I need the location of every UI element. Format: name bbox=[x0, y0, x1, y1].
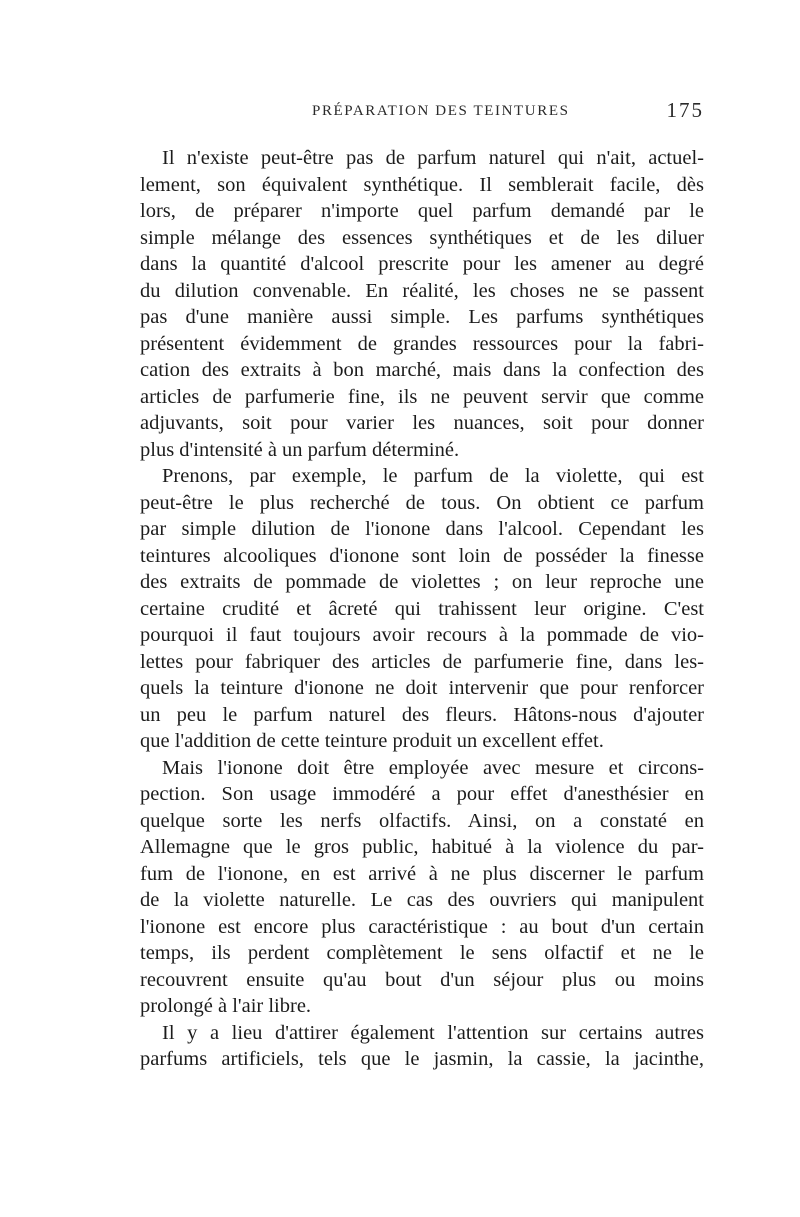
text-line: certaine crudité et âcreté qui trahissent leur origine. C'est bbox=[140, 597, 704, 620]
text-line: du dilution convenable. En réalité, les choses ne se passent bbox=[140, 279, 704, 302]
text-line: lettes pour fabriquer des articles de parfumerie fine, dans les- bbox=[140, 650, 704, 673]
text-line: cation des extraits à bon marché, mais dans la confection des bbox=[140, 359, 704, 381]
paragraph-3 bbox=[140, 755, 704, 1020]
text-line: Il y a lieu d'attirer également l'attention sur certains autres bbox=[162, 1021, 704, 1044]
text-line: pas d'une manière aussi simple. Les parfums synthétiques bbox=[140, 306, 704, 328]
text-line: fum de l'ionone, en est arrivé à ne plus discerner le parfum bbox=[140, 862, 704, 885]
text-line: de la violette naturelle. Le cas des ouvriers qui manipulent bbox=[140, 889, 704, 911]
text-line: pection. Son usage immodéré a pour effet d'anesthésier en bbox=[140, 783, 704, 805]
text-line: que l'addition de cette teinture produit un excellent effet. bbox=[140, 730, 604, 752]
text-line: des extraits de pommade de violettes ; on leur reproche une bbox=[140, 571, 704, 593]
text-line: recouvrent ensuite qu'au bout d'un séjour plus ou moins bbox=[140, 968, 704, 991]
running-title: PRÉPARATION DES TEINTURES bbox=[312, 103, 570, 119]
body-text bbox=[140, 145, 704, 1073]
paragraph-4 bbox=[140, 1020, 704, 1073]
text-line: par simple dilution de l'ionone dans l'alcool. Cependant les bbox=[140, 518, 704, 540]
text-line: Mais l'ionone doit être employée avec mesure et circons- bbox=[162, 756, 704, 779]
paragraph-1 bbox=[140, 145, 704, 463]
text-line: adjuvants, soit pour varier les nuances, soit pour donner bbox=[140, 412, 704, 434]
text-line: prolongé à l'air libre. bbox=[140, 995, 312, 1017]
text-line: présentent évidemment de grandes ressources pour la fabri- bbox=[140, 332, 704, 355]
text-line: Allemagne que le gros public, habitué à la violence du par- bbox=[140, 836, 704, 858]
text-line: peut-être le plus recherché de tous. On obtient ce parfum bbox=[140, 491, 704, 514]
text-line: Prenons, par exemple, le parfum de la violette, qui est bbox=[162, 465, 704, 487]
text-line: dans la quantité d'alcool prescrite pour les amener au degré bbox=[140, 253, 704, 275]
text-line: lors, de préparer n'importe quel parfum demandé par le bbox=[140, 200, 704, 222]
text-line: l'ionone est encore plus caractéristique : au bout d'un certain bbox=[140, 915, 704, 938]
text-line: plus d'intensité à un parfum déterminé. bbox=[140, 438, 460, 461]
text-line: Il n'existe peut-être pas de parfum naturel qui n'ait, actuel- bbox=[162, 147, 704, 169]
text-line: pourquoi il faut toujours avoir recours à la pommade de vio- bbox=[140, 624, 704, 646]
text-line: quelque sorte les nerfs olfactifs. Ainsi, on a constaté en bbox=[140, 809, 704, 832]
text-line: parfums artificiels, tels que le jasmin, la cassie, la jacinthe, bbox=[140, 1048, 704, 1070]
text-line: quels la teinture d'ionone ne doit intervenir que pour renforcer bbox=[140, 677, 704, 699]
text-line: teintures alcooliques d'ionone sont loin de posséder la finesse bbox=[140, 544, 704, 567]
paragraph-2 bbox=[140, 463, 704, 755]
text-line: articles de parfumerie fine, ils ne peuvent servir que comme bbox=[140, 385, 704, 408]
text-line: simple mélange des essences synthétiques et de les diluer bbox=[140, 226, 704, 249]
text-line: lement, son équivalent synthétique. Il semblerait facile, dès bbox=[140, 173, 704, 196]
text-line: un peu le parfum naturel des fleurs. Hâtons-nous d'ajouter bbox=[140, 703, 704, 726]
text-line: temps, ils perdent complètement le sens olfactif et ne le bbox=[140, 942, 704, 964]
page-number: 175 bbox=[666, 98, 704, 122]
running-head bbox=[140, 100, 704, 122]
